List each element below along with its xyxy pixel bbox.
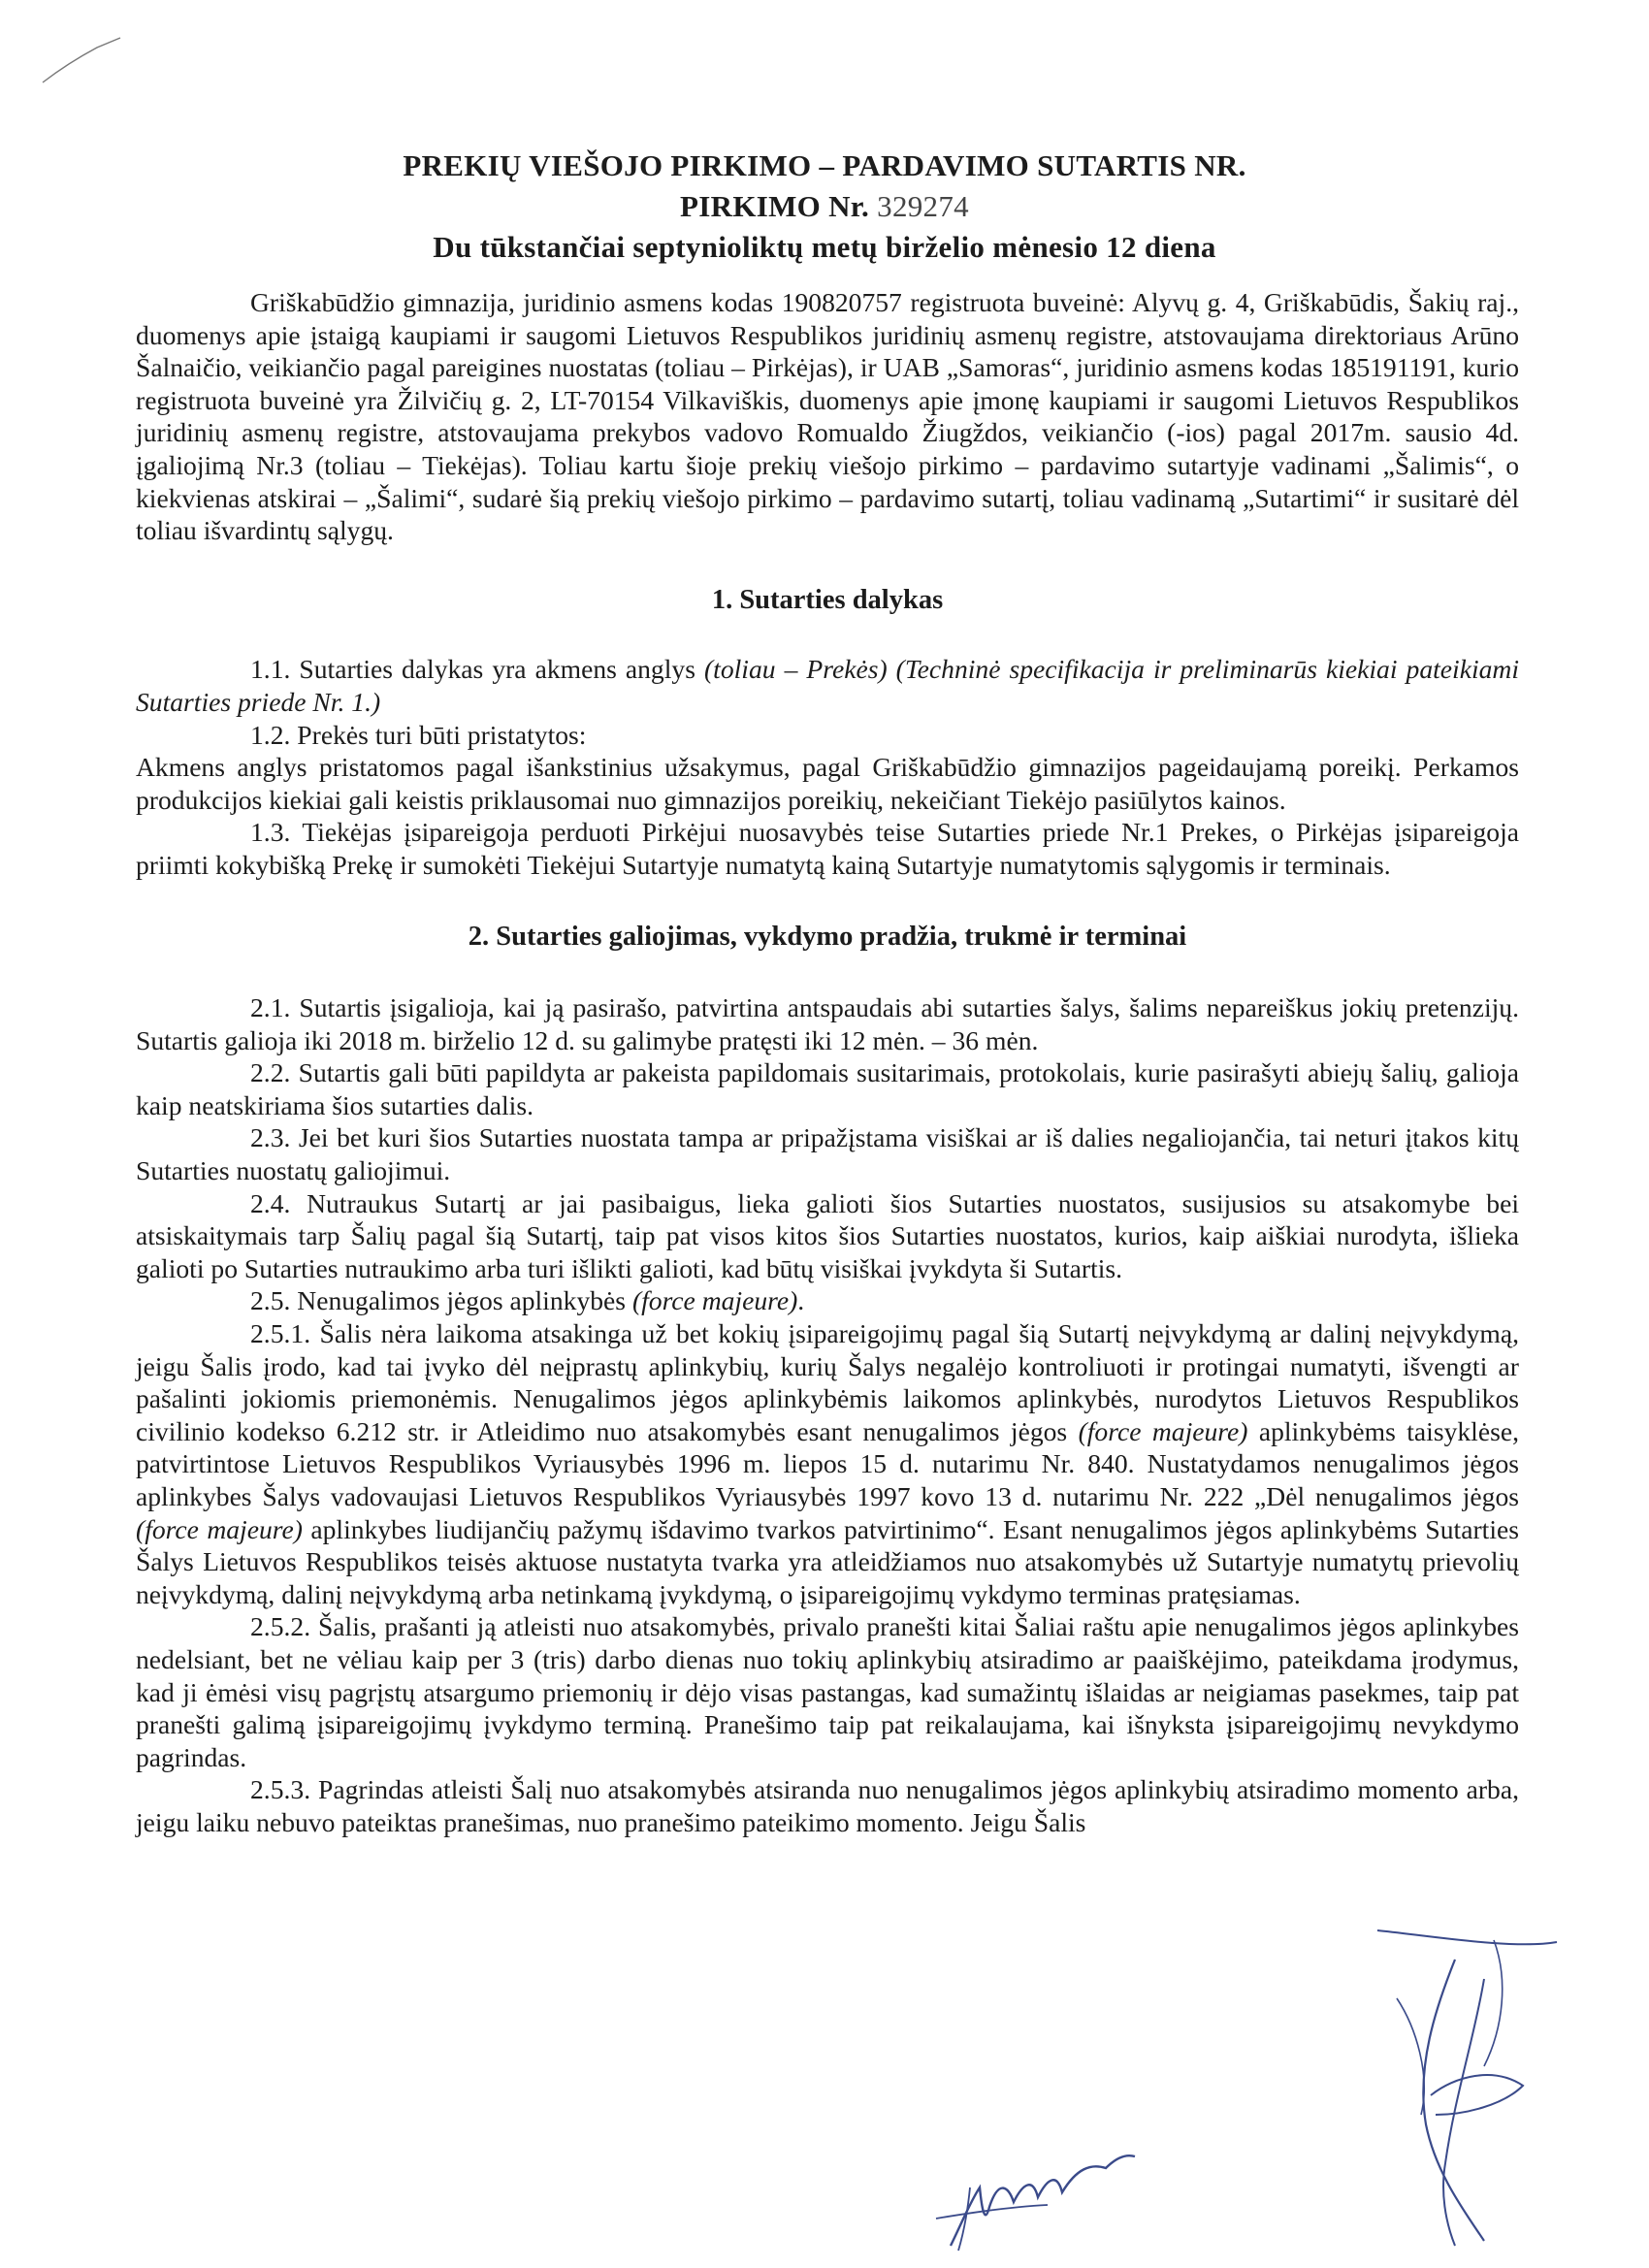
clause-2-5-text: 2.5. Nenugalimos jėgos aplinkybės [250, 1285, 632, 1316]
clause-2-4: 2.4. Nutraukus Sutartį ar jai pasibaigus, lieka galioti šios Sutarties nuostatos, susijusios su atsakomybe bei atsiskaitymais tarp Šalių pagal šią Sutartį, taip pat visos kitos šios Sutarties nuostatos, kurios, kaip aiškiai nurodyta, išlieka galioti po Sutarties nutraukimo arba turi išlikti galioti, kad būtų visiškai įvykdyta ši Sutartis. [136, 1187, 1519, 1283]
clause-2-5-2: 2.5.2. Šalis, prašanti ją atleisti nuo atsakomybės, privalo pranešti kitai Šaliai raštu apie nenugalimos jėgos aplinkybes nedelsiant, bet ne vėliau kaip per 3 (tris) darbo dienas nuo tokių aplinkybių atsiradimo ar paaiškėjimo, pateikdama įrodymus, kad ji ėmėsi visų pagrįstų atsargumo priemonių ir dėjo visas pastangas, kad sumažintų išlaidas ar neigiamas pasekmes, taip pat pranešti galimą įsipareigojimų įvykdymo terminą. Pranešimo taip pat reikalaujama, kai išnyksta įsipareigojimų nevykdymo pagrindas. [136, 1611, 1519, 1772]
clause-2-1: 2.1. Sutartis įsigalioja, kai ją pasirašo, patvirtina antspaudais abi sutarties šalys, šalims nepareiškus jokių pretenzijų. Sutartis galioja iki 2018 m. birželio 12 d. su galimybe pratęsti iki 12 mėn. – 36 mėn. [136, 992, 1519, 1055]
clause-1-1-italic: (toliau – Prekės) (Techninė specifikacija ir preliminarūs kiekiai pateikiami Sutarties priede Nr. 1.) [136, 654, 1520, 717]
clause-1-2: 1.2. Prekės turi būti pristatytos: [250, 719, 587, 750]
clause-2-5-1-b: aplinkybėms taisyklėse, patvirtintose Lietuvos Respublikos Vyriausybės 1996 m. liepos 15 d. nutarimu Nr. 840. Nustatydamos nenugalimos jėgos aplinkybes Šalys vadovaujasi Lietuvos Respublikos Vyriausybės 1997 kovo 13 d. nutarimu Nr. 222 „Dėl nenugalimos jėgos [136, 1415, 1519, 1511]
purchase-number: 329274 [877, 189, 969, 223]
purchase-number-label: PIRKIMO Nr. [680, 189, 870, 223]
signature-right [1339, 1921, 1571, 2251]
document-title: PREKIŲ VIEŠOJO PIRKIMO – PARDAVIMO SUTARTIS NR. [403, 148, 1246, 182]
intro-paragraph: Griškabūdžio gimnazija, juridinio asmens kodas 190820757 registruota buveinė: Alyvų g. 4, Griškabūdis, Šakių raj., duomenys apie įstaigą kaupiami ir saugomi Lietuvos Respublikos juridinių asmenų registre, atstovaujama direktoriaus Arūno Šalnaičio, veikiančio pagal pareigines nuostatas (toliau – Pirkėjas), ir UAB „Samoras“, juridinio asmens kodas 185191191, kurio registruota buveinė yra Žilvičių g. 2, LT-70154 Vilkaviškis, duomenys apie įmonę kaupiami ir saugomi Lietuvos Respublikos juridinių asmenų registre, atstovaujama prekybos vadovo Romualdo Žiugždos, veikiančio (-ios) pagal 2017m. sausio 4d. įgaliojimą Nr.3 (toliau – Tiekėjas). Toliau kartu šioje prekių viešojo pirkimo – pardavimo sutartyje vadinami „Šalimis“, o kiekvienas atskirai – „Šalimi“, sudarė šią prekių viešojo pirkimo – pardavimo sutartį, toliau vadinamą „Sutartimi“ ir susitarė dėl toliau išvardintų sąlygų. [136, 287, 1519, 546]
clause-2-2: 2.2. Sutartis gali būti papildyta ar pakeista papildomais susitarimais, protokolais, kurie pasirašyti abiejų šalių, galioja kaip neatskiriama šios sutarties dalis. [136, 1057, 1519, 1120]
corner-pen-mark [39, 34, 126, 87]
clause-2-5-1-italic-2: (force majeure) [136, 1513, 303, 1544]
clause-2-5-1-italic-1: (force majeure) [1078, 1415, 1248, 1446]
clause-2-5-italic: (force majeure) [631, 1285, 798, 1316]
clause-2-5-1-a: 2.5.1. Šalis nėra laikoma atsakinga už bet kokių įsipareigojimų pagal šią Sutartį neįvykdymą ar dalinį neįvykdymą, jeigu Šalis įrodo, kad tai įvyko dėl neįprastų aplinkybių, kurių Šalys negalėjo kontroliuoti ir protingai numatyti, išvengti ar pašalinti jokiomis priemonėmis. Nenugalimos jėgos aplinkybėmis laikomos aplinkybės, nurodytos Lietuvos Respublikos civilinio kodekso 6.212 str. ir Atleidimo nuo atsakomybės esant nenugalimos jėgos [136, 1318, 1519, 1446]
clause-1-3: 1.3. Tiekėjas įsipareigoja perduoti Pirkėjui nuosavybės teise Sutarties priede Nr.1 Prekes, o Pirkėjas įsipareigoja priimti kokybišką Prekę ir sumokėti Tiekėjui Sutartyje numatytą kainą Sutartyje numatytomis sąlygomis ir terminais. [136, 817, 1519, 880]
purchase-number-line [146, 186, 1504, 227]
clause-1-1 [136, 653, 1519, 718]
clause-1-1-text: 1.1. Sutarties dalykas yra akmens anglys [250, 654, 704, 685]
clause-2-5 [136, 1284, 1519, 1317]
clause-2-5-1-c: aplinkybes liudijančių pažymų išdavimo tvarkos patvirtinimo“. Esant nenugalimos jėgos aplinkybėms Sutarties Šalys Lietuvos Respublikos teisės aktuose nustatyta tvarka yra atleidžiamos nuo atsakomybės už Sutartyje numatytų prievolių neįvykdymą, dalinį neįvykdymą arba netinkamą įvykdymą, o įsipareigojimų vykdymo terminas pratęsiamas. [136, 1513, 1519, 1609]
section-1-heading: 1. Sutarties dalykas [711, 584, 944, 615]
document-header [146, 146, 1504, 268]
clause-1-2-body: Akmens anglys pristatomos pagal išankstinius užsakymus, pagal Griškabūdžio gimnazijos pageidaujamą poreikį. Perkamos produkcijos kiekiai gali keistis priklausomai nuo gimnazijos poreikių, nekeičiant Tiekėjo pasiūlytos kainos. [136, 752, 1519, 815]
clause-2-5-3: 2.5.3. Pagrindas atleisti Šalį nuo atsakomybės atsiranda nuo nenugalimos jėgos aplinkybių atsiradimo momento arba, jeigu laiku nebuvo pateiktas pranešimas, nuo pranešimo pateikimo momento. Jeigu Šalis [136, 1774, 1519, 1837]
document-date: Du tūkstančiai septynioliktų metų birželio mėnesio 12 diena [433, 230, 1216, 264]
clause-2-3: 2.3. Jei bet kuri šios Sutarties nuostata tampa ar pripažįstama visiškai ar iš dalies negaliojančia, tai neturi įtakos kitų Sutarties nuostatų galiojimui. [136, 1122, 1519, 1186]
clause-2-5-end: . [797, 1285, 805, 1316]
signature-bottom [931, 2149, 1145, 2255]
contract-body [136, 286, 1519, 1839]
section-2-heading: 2. Sutarties galiojimas, vykdymo pradžia, trukmė ir terminai [468, 921, 1187, 952]
clause-2-5-1 [136, 1317, 1519, 1610]
